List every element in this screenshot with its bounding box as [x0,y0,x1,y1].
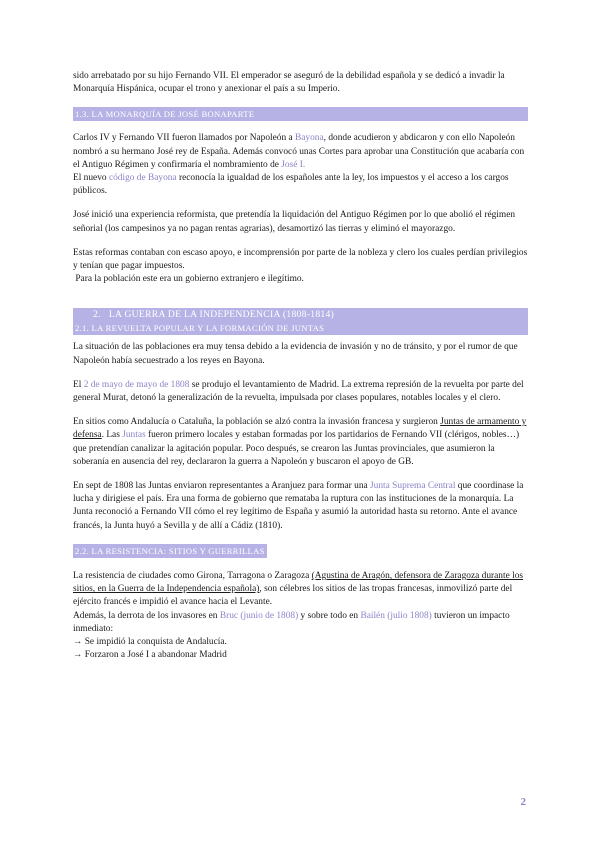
document-page [73,70,528,663]
heading-2-2: 2.2. LA RESISTENCIA: SITIOS Y GUERRILLAS [75,545,265,556]
highlight-bruc: Bruc (junio de 1808) [219,610,299,621]
highlight-junta-suprema: Junta Suprema Central [370,481,456,492]
paragraph-reformas-jose: José inició una experiencia reformista, que pretendía la liquidación del Antiguo Régimen por lo que abolió el régimen señorial (los campesinos ya no pagan rentas agrarias), desamortizó las tierras y eliminó el mayorazgo. [73,210,516,234]
paragraph-2-mayo: El 2 de mayo de mayo de 1808 se produjo el levantamiento de Madrid. La extrema represión de la revuelta por parte del general Murat, detonó la generalización de la revuelta, impulsada por clases populares, notables locales y el clero. [73,379,524,404]
heading-2: 2. LA GUERRA DE LA INDEPENDENCIA (1808-1814) [73,308,528,321]
paragraph-intro: sido arrebatado por su hijo Fernando VII. El emperador se aseguró de la debilidad española y se dedicó a invadir la Monarquía Hispánica, ocupar el trono y anexionar el país a su Imperio. [73,71,505,95]
bullet-andalucia: → Se impidió la conquista de Andalucía. [73,637,227,648]
highlight-bailen: Bailén (julio 1808) [360,610,432,621]
paragraph-juntas: En sitios como Andalucía o Cataluña, la población se alzó contra la invasión francesa y surgieron Juntas de armamento y defensa. Las Juntas fueron primero locales y estaban formadas por los partidarios de Fernando VII (clérigos, nobles…) que pretendían canalizar la agitación popular. Poco después, se crearon las Juntas provinciales, que asumieron la soberanía en ausencia del rey, declararon la guerra a Napoleón y buscaron el apoyo de GB. [73,417,527,467]
paragraph-poblacion: Para la población este era un gobierno extranjero e ilegítimo. [73,274,304,285]
paragraph-resistencia: La resistencia de ciudades como Girona, Tarragona o Zaragoza (Agustina de Aragón, defensora de Zaragoza durante los sitios, en la Guerra de la Independencia española), son célebres los sitios de las tropas francesas, inmovilizó parte del ejército francés e impidió el avance hacia el Levante. Además, la derrota de los invasores en Bruc (junio de 1808) y sobre todo en Bailén (julio 1808) tuvieron un impacto inmediato: → Se impidió la conquista de Andalucía. → Forzaron a José I a abandonar Madrid [73,570,528,662]
paragraph-situacion: La situación de las poblaciones era muy tensa debido a la evidencia de invasión y no de tránsito, y por el rumor de que Napoleón había secuestrado a los reyes en Bayona. [73,342,518,366]
heading-2-1: 2.1. LA REVUELTA POPULAR Y LA FORMACIÓN DE JUNTAS [73,321,528,335]
heading-1-3: 1.3. LA MONARQUÍA DE JOSÉ BONAPARTE [73,107,528,121]
highlight-2-mayo: 2 de mayo de mayo de 1808 [83,379,190,390]
highlight-jose-i: José I. [281,159,306,170]
bullet-madrid: → Forzaron a José I a abandonar Madrid [73,650,227,661]
paragraph-bayona: Carlos IV y Fernando VII fueron llamados por Napoleón a Bayona, donde acudieron y abdicaron y con ello Napoleón nombró a su hermano José rey de España. Además convocó unas Cortes para aprobar una Constitución que acabaría con el Antiguo Régimen y confirmaría el nombramiento de José I. El nuevo código de Bayona reconocía la igualdad de los españoles ante la ley, los impuestos y el acceso a los cargos públicos. [73,133,525,197]
underline-juntas-armamento: Juntas de armamento y defensa [73,417,527,441]
paragraph-apoyo: Estas reformas contaban con escaso apoyo, e incomprensión por parte de la nobleza y clero los cuales perdían privilegios y tenían que pagar impuestos. [73,247,528,272]
paragraph-junta-suprema: En sept de 1808 las Juntas enviaron representantes a Aranjuez para formar una Junta Suprema Central que coordinase la lucha y dirigiese el país. Era una forma de gobierno que remataba la ruptura con las instituciones de la monarquía. La Junta reconoció a Fernando VII cómo el rey legítimo de España y asumió la autoridad hasta su retorno. Ante el avance francés, la Junta huyó a Sevilla y de allí a Cádiz (1810). [73,481,524,531]
underline-agustina: (Agustina de Aragón, defensora de Zaragoza durante los sitios, en la Guerra de la Independencia española) [73,571,524,595]
highlight-bayona: Bayona [295,133,324,144]
page-number: 2 [520,796,526,808]
highlight-juntas: Juntas [122,430,146,441]
highlight-codigo-bayona: código de Bayona [108,173,177,184]
